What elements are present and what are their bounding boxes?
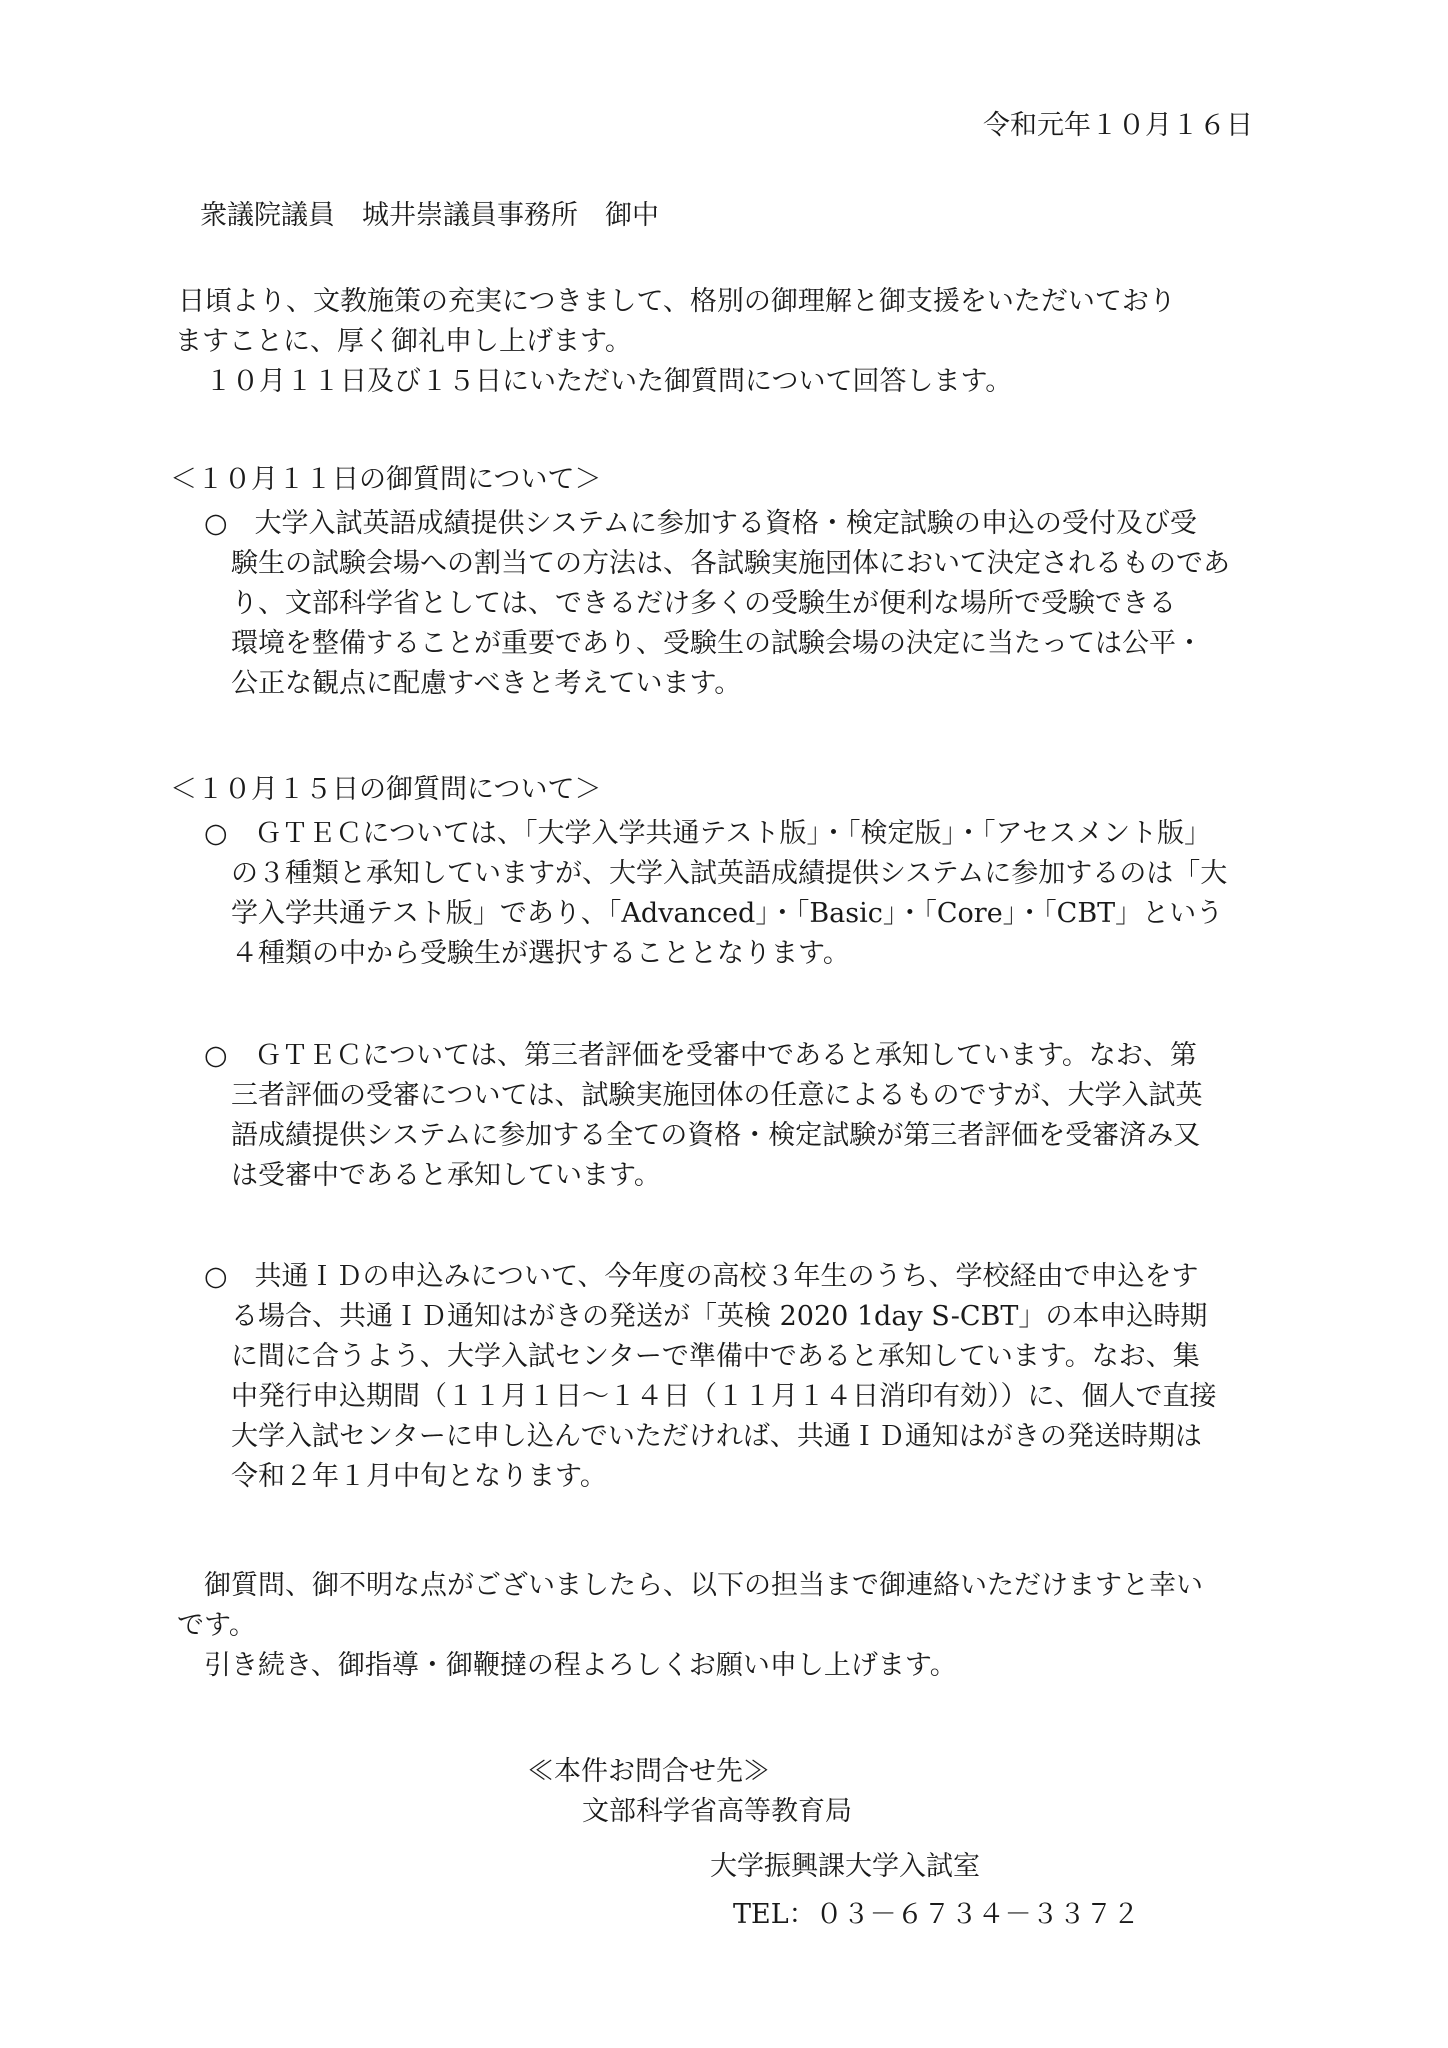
answer-line: り、文部科学省としては、できるだけ多くの受験生が便利な場所で受験できる: [231, 588, 1176, 619]
addressee: 衆議院議員 城井崇議員事務所 御中: [200, 200, 659, 231]
contact-heading: ≪本件お問合せ先≫: [527, 1756, 770, 1787]
section-heading-oct15: ＜１０月１５日の御質問について＞: [170, 774, 602, 805]
closing-line: 引き続き、御指導・御鞭撻の程よろしくお願い申し上げます。: [204, 1650, 957, 1681]
closing-line: 御質問、御不明な点がございましたら、以下の担当まで御連絡いただけますと幸い: [204, 1570, 1203, 1601]
intro-paragraph: [175, 282, 1176, 402]
answer-line: 語成績提供システムに参加する全ての資格・検定試験が第三者評価を受審済み又: [231, 1120, 1201, 1151]
answer-line: は受審中であると承知しています。: [231, 1160, 661, 1191]
answer-line: 学入学共通テスト版」であり、「Advanced」・「Basic」・「Core」・「CBT」という: [231, 898, 1224, 929]
answer-line: 令和２年１月中旬となります。: [231, 1461, 607, 1492]
answer-line: る場合、共通ＩＤ通知はがきの発送が「英検 2020 1day S-CBT」の本申込時期: [231, 1301, 1208, 1332]
intro-line: １０月１１日及び１５日にいただいた御質問について回答します。: [205, 366, 1013, 397]
closing-line: です。: [177, 1610, 256, 1641]
letter-date: 令和元年１０月１６日: [983, 110, 1253, 141]
answer-line: 験生の試験会場への割当ての方法は、各試験実施団体において決定されるものであ: [231, 548, 1230, 579]
answer-line: ○ ＧＴＥＣについては、第三者評価を受審中であると承知しています。なお、第: [204, 1040, 1197, 1071]
answer-line: 中発行申込期間（１１月１日～１４日（１１月１４日消印有効））に、個人で直接: [231, 1381, 1217, 1412]
answer-item: [204, 504, 1230, 704]
intro-line: 日頃より、文教施策の充実につきまして、格別の御理解と御支援をいただいており: [178, 286, 1176, 317]
section-heading-oct11: ＜１０月１１日の御質問について＞: [170, 464, 602, 495]
closing-paragraph: [177, 1566, 1203, 1686]
answer-line: 公正な観点に配慮すべきと考えています。: [231, 668, 742, 699]
contact-division: 大学振興課大学入試室: [710, 1851, 980, 1882]
answer-item: [204, 814, 1227, 974]
answer-line: に間に合うよう、大学入試センターで準備中であると承知しています。なお、集: [231, 1341, 1200, 1372]
answer-line: 三者評価の受審については、試験実施団体の任意によるものですが、大学入試英: [231, 1080, 1203, 1111]
answer-line: ○ ＧＴＥＣについては、「大学入学共通テスト版」・「検定版」・「アセスメント版」: [204, 818, 1212, 849]
intro-line: ますことに、厚く御礼申し上げます。: [175, 326, 632, 357]
answer-line: 環境を整備することが重要であり、受験生の試験会場の決定に当たっては公平・: [231, 628, 1203, 659]
answer-line: ○ 大学入試英語成績提供システムに参加する資格・検定試験の申込の受付及び受: [204, 508, 1197, 539]
answer-item: [204, 1257, 1217, 1497]
answer-line: ○ 共通ＩＤの申込みについて、今年度の高校３年生のうち、学校経由で申込をす: [204, 1261, 1199, 1292]
answer-line: 大学入試センターに申し込んでいただければ、共通ＩＤ通知はがきの発送時期は: [231, 1421, 1202, 1452]
contact-organization: 文部科学省高等教育局: [582, 1796, 852, 1827]
answer-item: [204, 1036, 1202, 1196]
contact-phone: TEL：０３－６７３４－３３７２: [733, 1899, 1140, 1930]
answer-line: の３種類と承知していますが、大学入試英語成績提供システムに参加するのは「大: [231, 858, 1228, 889]
answer-line: ４種類の中から受験生が選択することとなります。: [231, 938, 850, 969]
